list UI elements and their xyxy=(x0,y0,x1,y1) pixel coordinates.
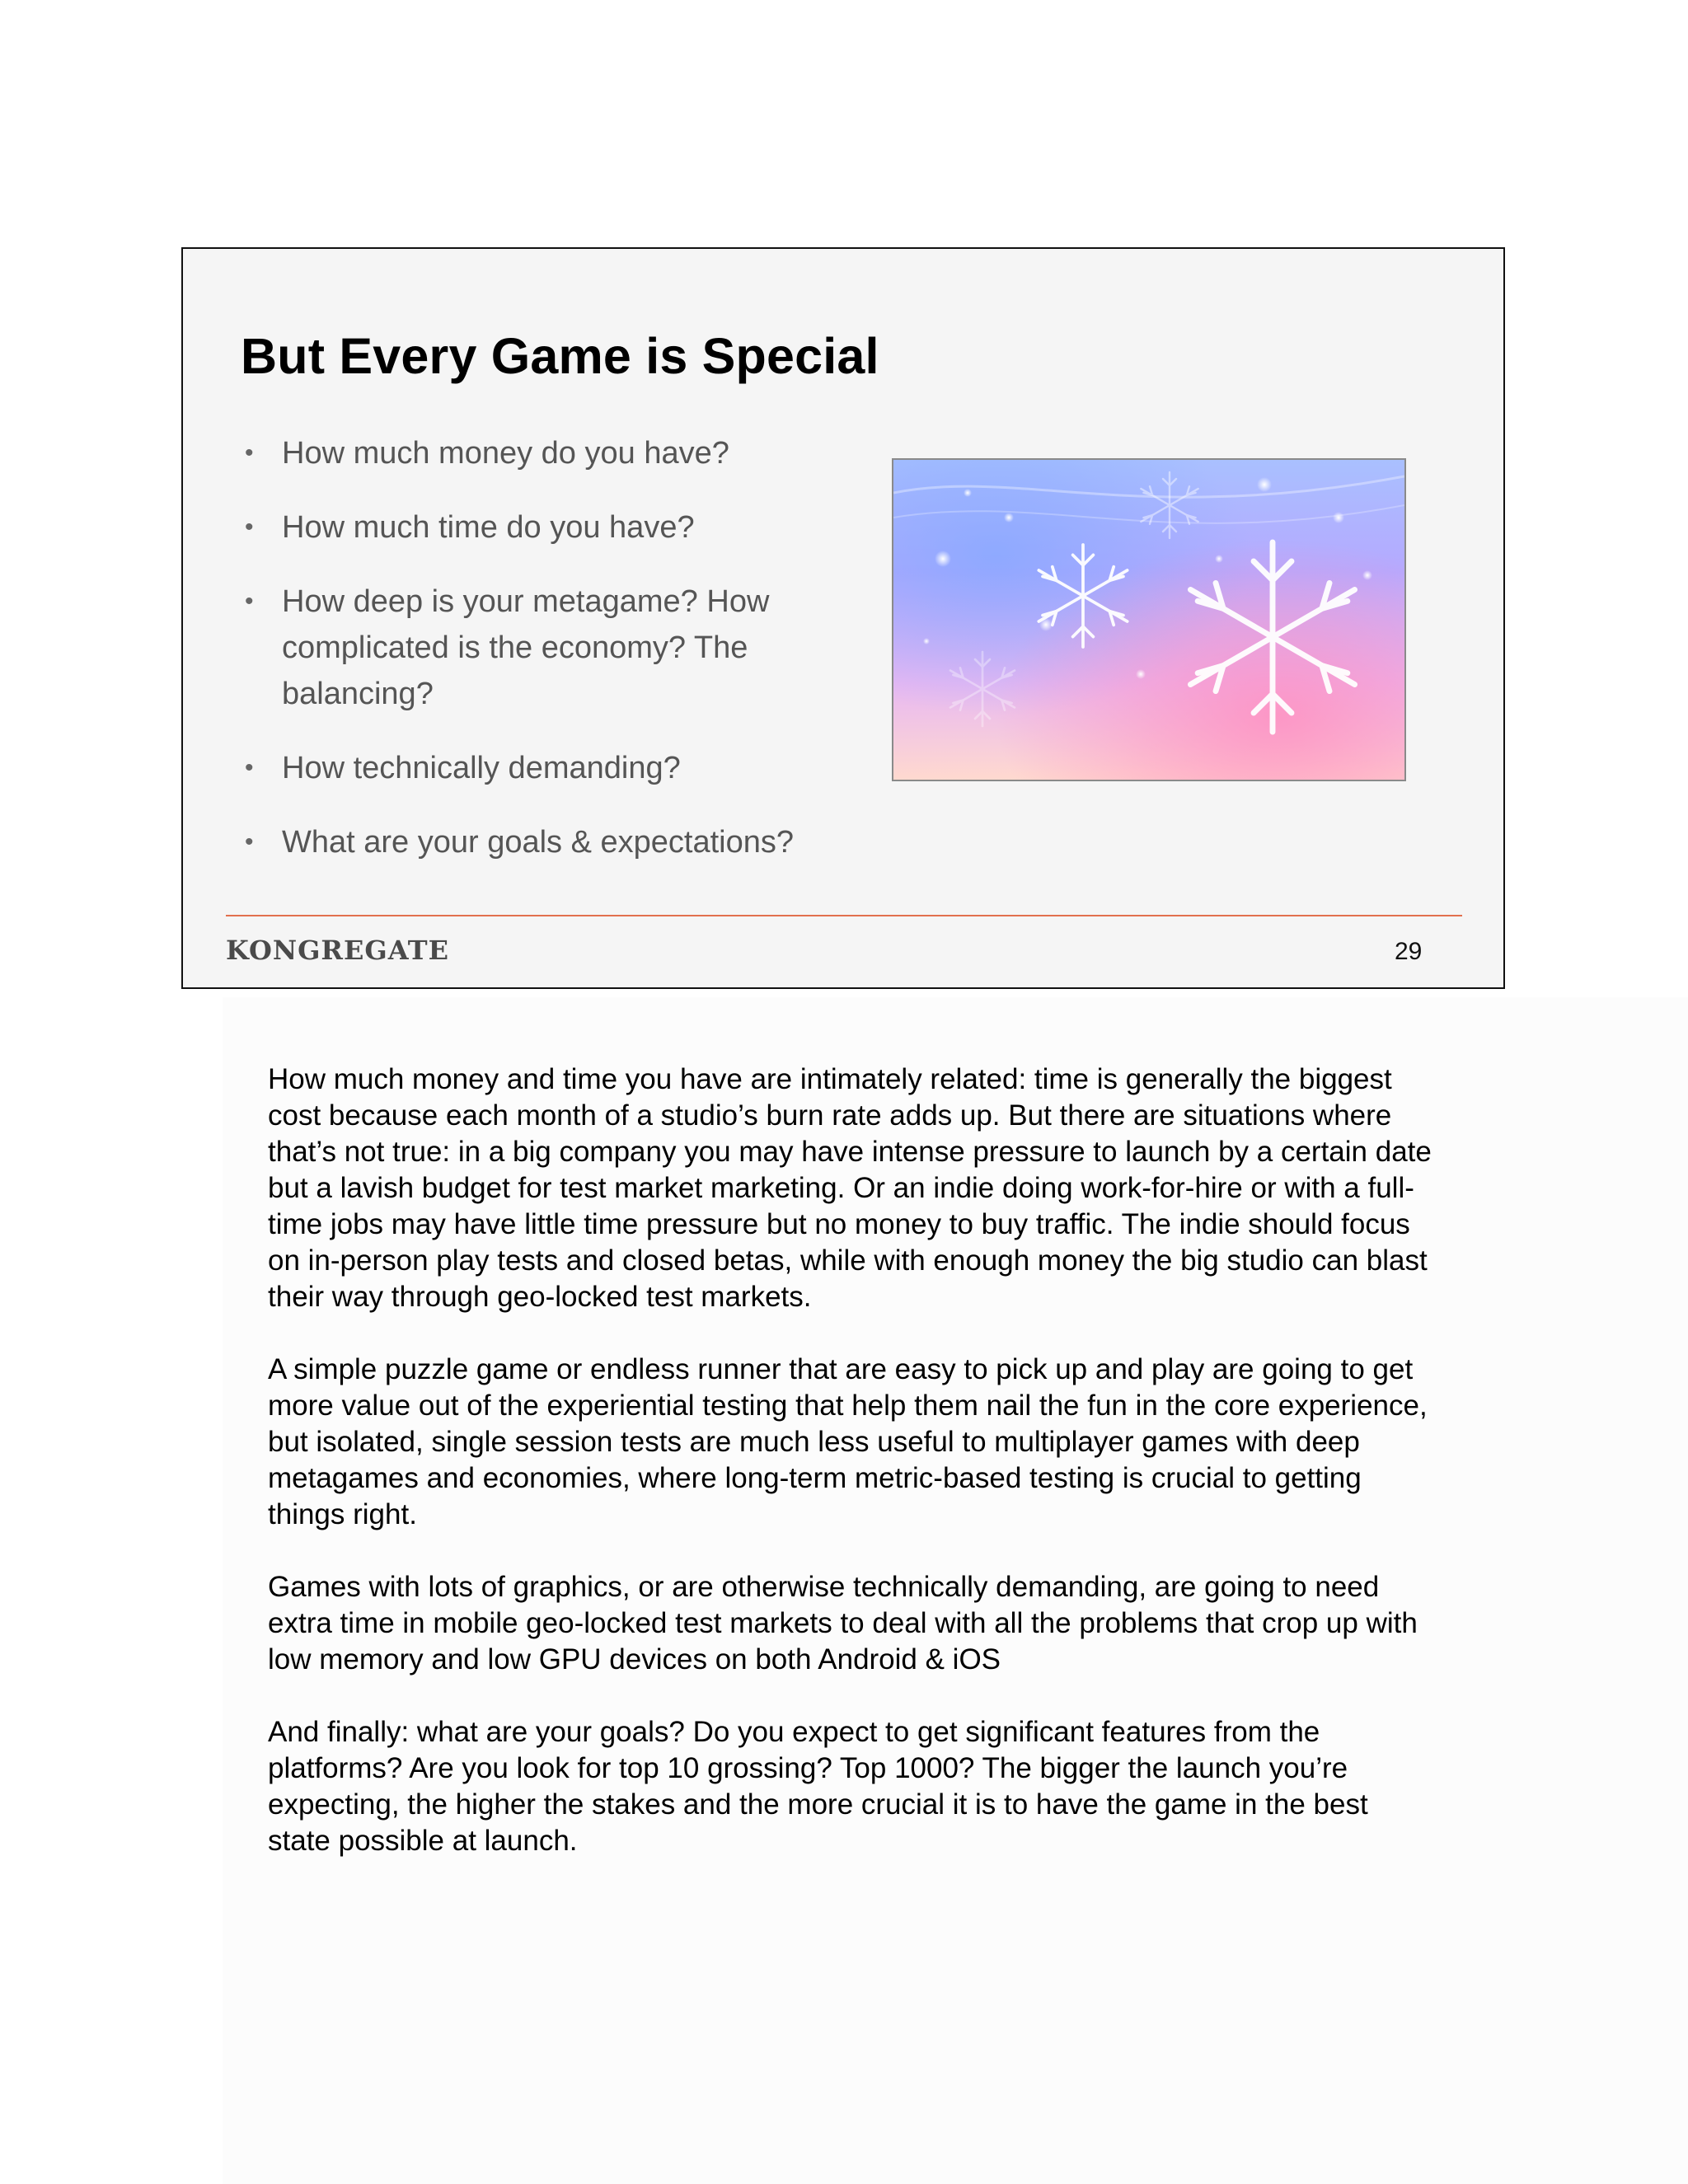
bullet-item xyxy=(232,430,892,476)
bullet-item xyxy=(232,504,892,551)
notes-paragraph: And finally: what are your goals? Do you expect to get significant features from the platforms? Are you look for top 10 grossing? Top 1000? The bigger the launch you’re expecting, the higher the stakes and the more crucial it is to have the game in the best state possible at launch. xyxy=(268,1716,1368,1857)
slide-page-number: 29 xyxy=(1395,938,1423,965)
notes-paragraph: A simple puzzle game or endless runner that are easy to pick up and play are going to get more value out of the experiential testing that help them nail the fun in the core experience, but isolated, single session tests are much less useful to multiplayer games with deep metagames and economies, where long-term metric-based testing is crucial to getting things right. xyxy=(268,1353,1428,1530)
kongregate-logo: KONGREGATE xyxy=(226,935,449,966)
snowflake-icon xyxy=(893,460,1404,780)
snowflake-image xyxy=(892,458,1406,781)
bullet-list xyxy=(232,430,892,893)
bullet-text: How deep is your metagame? How complicated is the economy? The balancing? xyxy=(282,584,770,711)
bullet-text: What are your goals & expectations? xyxy=(282,825,795,860)
notes-paragraph: Games with lots of graphics, or are otherwise technically demanding, are going to need extra time in mobile geo-locked test markets to deal with all the problems that crop up with low memory and low GPU devices on both Android & iOS xyxy=(268,1571,1418,1675)
bullet-item xyxy=(232,819,892,865)
bullet-dot: • xyxy=(245,513,254,541)
bullet-text: How much money do you have? xyxy=(282,436,729,471)
slide-title: But Every Game is Special xyxy=(241,328,879,384)
bullet-dot: • xyxy=(245,439,254,466)
bullet-dot: • xyxy=(245,588,254,615)
notes-paragraph: How much money and time you have are intimately related: time is generally the biggest cost because each month of a studio’s burn rate adds up. But there are situations where that’s not true: in a big company you may have intense pressure to launch by a certain date but a lavish budget for test market marketing. Or an indie doing work-for-hire or with a full-time jobs may have little time pressure but no money to buy traffic. The indie should focus on in-person play tests and closed betas, while with enough money the big studio can blast their way through geo-locked test markets. xyxy=(268,1063,1432,1313)
bullet-text: How much time do you have? xyxy=(282,510,695,545)
bullet-item xyxy=(232,745,892,791)
bullet-item xyxy=(232,579,892,717)
speaker-notes xyxy=(268,1062,1438,1896)
slide xyxy=(181,247,1505,989)
bullet-dot: • xyxy=(245,828,254,855)
footer-divider xyxy=(226,915,1462,916)
bullet-text: How technically demanding? xyxy=(282,751,681,785)
bullet-dot: • xyxy=(245,754,254,781)
